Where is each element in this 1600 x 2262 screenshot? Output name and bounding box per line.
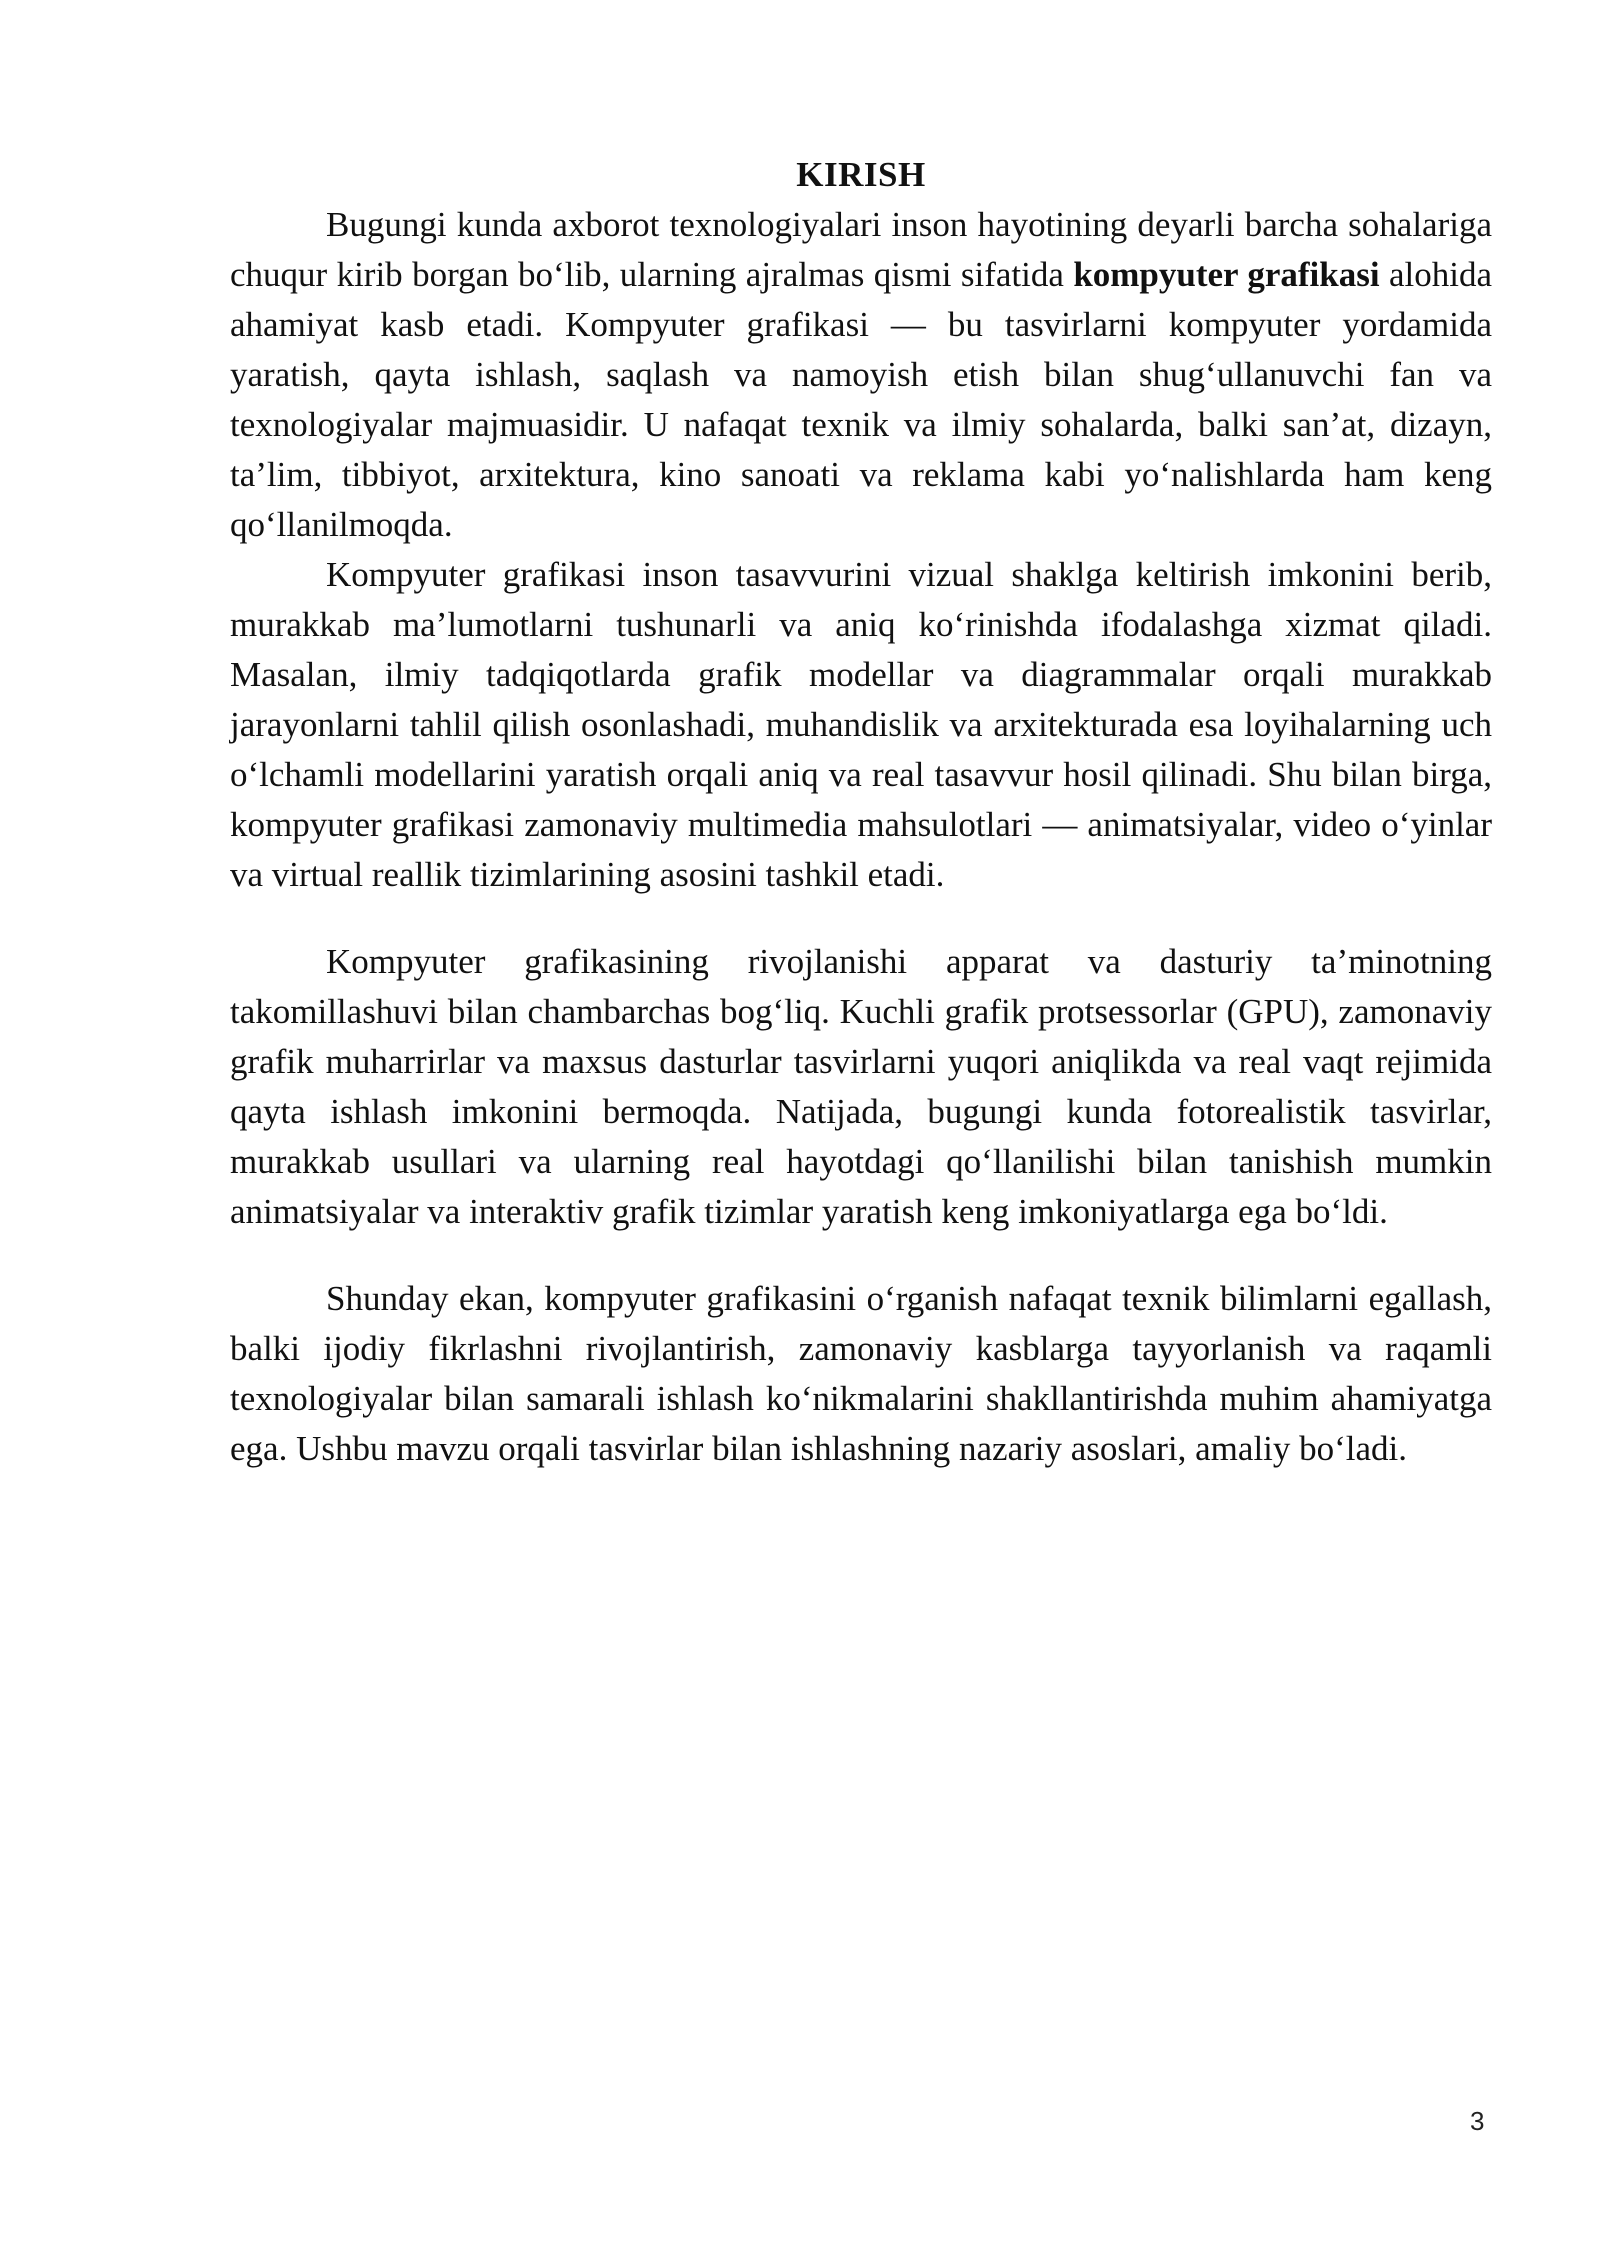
paragraph-1 [230,200,1492,550]
paragraph-2: Kompyuter grafikasi inson tasavvurini vizual shaklga keltirish imkonini berib, murakkab ma’lumotlarni tushunarli va aniq ko‘rinishda ifodalashga xizmat qiladi. Masalan, ilmiy tadqiqotlarda grafik modellar va diagrammalar orqali murakkab jarayonlarni tahlil qilish osonlashadi, muhandislik va arxitekturada esa loyihalarning uch o‘lchamli modellarini yaratish orqali aniq va real tasavvur hosil qilinadi. Shu bilan birga, kompyuter grafikasi zamonaviy multimedia mahsulotlari — animatsiyalar, video o‘yinlar va virtual reallik tizimlarining asosini tashkil etadi. [230,555,1492,894]
paragraph-4: Shunday ekan, kompyuter grafikasini o‘rganish nafaqat texnik bilimlarni egallash, balki ijodiy fikrlashni rivojlantirish, zamonaviy kasblarga tayyorlanish va raqamli texnologiyalar bilan samarali ishlash ko‘nikmalarini shakllantirishda muhim ahamiyatga ega. Ushbu mavzu orqali tasvirlar bilan ishlashning nazariy asoslari, amaliy bo‘ladi. [230,1279,1492,1468]
page-content [230,150,1492,1474]
paragraph-1-bold-term: kompyuter grafikasi [1073,255,1380,294]
paragraph-1-text-end: alohida ahamiyat kasb etadi. Kompyuter grafikasi — bu tasvirlarni kompyuter yordamida yaratish, qayta ishlash, saqlash va namoyish etish bilan shug‘ullanuvchi fan va texnologiyalar majmuasidir. U nafaqat texnik va ilmiy sohalarda, balki san’at, dizayn, ta’lim, tibbiyot, arxitektura, kino sanoati va reklama kabi yo‘nalishlarda ham keng qo‘llanilmoqda. [230,255,1492,544]
paragraph-1-text-start: Bugungi kunda axborot texnologiyalari inson hayotining deyarli barcha sohalariga chuqur kirib borgan bo‘lib, ularning ajralmas qismi sifatida [230,205,1492,294]
page-number: 3 [1470,2106,1485,2136]
page-title: KIRISH [796,155,926,194]
paragraph-3: Kompyuter grafikasining rivojlanishi apparat va dasturiy ta’minotning takomillashuvi bilan chambarchas bog‘liq. Kuchli grafik protsessorlar (GPU), zamonaviy grafik muharrirlar va maxsus dasturlar tasvirlarni yuqori aniqlikda va real vaqt rejimida qayta ishlash imkonini bermoqda. Natijada, bugungi kunda fotorealistik tasvirlar, murakkab usullari va ularning real hayotdagi qo‘llanilishi bilan tanishish mumkin animatsiyalar va interaktiv grafik tizimlar yaratish keng imkoniyatlarga ega bo‘ldi. [230,942,1492,1231]
